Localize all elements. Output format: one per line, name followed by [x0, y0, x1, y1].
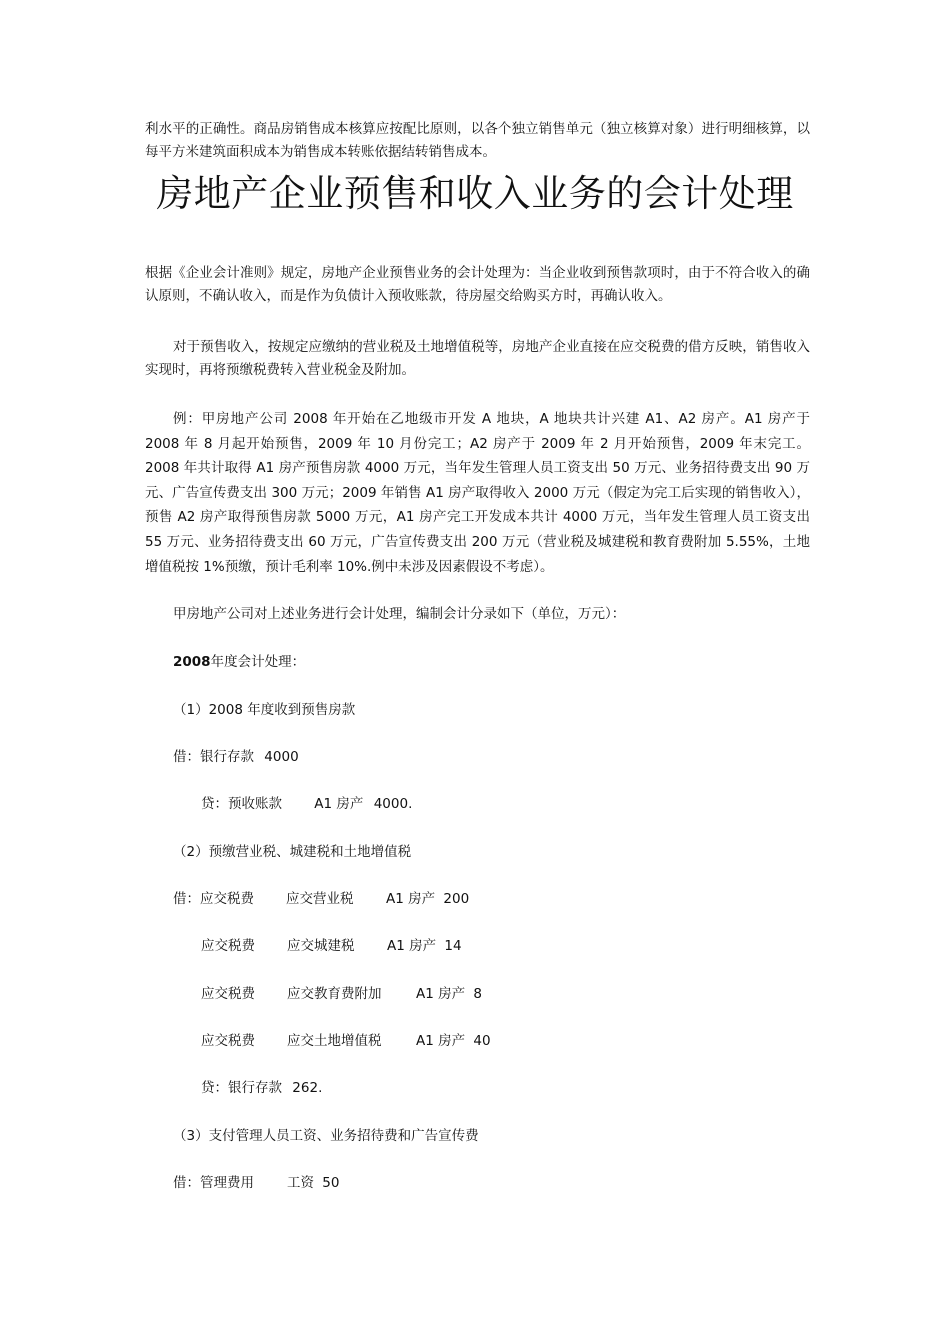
- entry-1-credit: [201, 794, 412, 814]
- step-2-title: （2）预缴营业税、城建税和土地增值税: [173, 844, 412, 860]
- entry-2-account: 应交税费: [200, 891, 254, 907]
- entry-2-subaccount: 应交城建税: [287, 938, 355, 954]
- paragraph-presale-tax: 对于预售收入，按规定应缴纳的营业税及土地增值税等，房地产企业直接在应交税费的借方反映，销售收入实现时，再将预缴税费转入营业税金及附加。: [145, 339, 810, 378]
- entry-2-credit: [201, 1078, 322, 1098]
- entry-2-item: A1 房产: [416, 1033, 466, 1049]
- entry-3-debit: [173, 1173, 339, 1193]
- heading-label: 年度会计处理：: [210, 654, 306, 670]
- entry-2-credit-account: 贷：银行存款: [201, 1080, 282, 1096]
- entry-2-row: [201, 984, 482, 1004]
- entry-2-subaccount: 应交教育费附加: [287, 986, 382, 1002]
- entry-2-item: A1 房产: [387, 938, 437, 954]
- entry-2-item: A1 房产: [386, 891, 436, 907]
- entry-2-row: [201, 1031, 491, 1051]
- intro-paragraph: 利水平的正确性。商品房销售成本核算应按配比原则，以各个独立销售单元（独立核算对象）进行明细核算，以每平方米建筑面积成本为销售成本转账依据结转销售成本。: [145, 121, 810, 160]
- step-1-title: （1）2008 年度收到预售房款: [173, 702, 356, 718]
- entry-2-subaccount: 应交营业税: [286, 891, 354, 907]
- entry-3-subaccount: 工资: [287, 1175, 314, 1191]
- entry-3-amount: 50: [322, 1175, 340, 1191]
- entry-2-account: 应交税费: [201, 938, 255, 954]
- entry-2-row: [173, 889, 469, 909]
- entry-2-row: [201, 936, 462, 956]
- entry-1-debit-amount: 4000: [264, 749, 299, 765]
- entry-2-amount: 8: [473, 986, 483, 1002]
- paragraph-example: 例：甲房地产公司 2008 年开始在乙地级市开发 A 地块，A 地块共计兴建 A1、A2 房产。A1 房产于 2008 年 8 月起开始预售，2009 年 10 月份完工；A2 房产于 2009 年 2 月开始预售，2009 年末完工。2008 年共计取得 A1 房产预售房款 4000 万元，当年发生管理人员工资支出 50 万元、业务招待费支出 90 万元、广告宣传费支出 300 万元；2009 年销售 A1 房产取得收入 2000 万元（假定为完工后实现的销售收入），预售 A2 房产取得预售房款 5000 万元，A1 房产完工开发成本共计 4000 万元，当年发生管理人员工资支出 55 万元、业务招待费支出 60 万元，广告宣传费支出 200 万元（营业税及城建税和教育费附加 5.55%，土地增值税按 1%预缴，预计毛利率 10%.例中未涉及因素假设不考虑）。: [145, 411, 810, 575]
- entry-2-item: A1 房产: [416, 986, 466, 1002]
- entry-2-amount: 40: [473, 1033, 491, 1049]
- entry-2-account: 应交税费: [201, 1033, 255, 1049]
- entry-2-debit-prefix: 借：: [173, 891, 200, 907]
- step-3-title: （3）支付管理人员工资、业务招待费和广告宣传费: [173, 1128, 479, 1144]
- entry-1-credit-item: A1 房产: [314, 796, 364, 812]
- paragraph-accounting-standard: 根据《企业会计准则》规定，房地产企业预售业务的会计处理为：当企业收到预售款项时，由于不符合收入的确认原则，不确认收入，而是作为负债计入预收账款，待房屋交给购买方时，再确认收入。: [145, 265, 810, 304]
- heading-year: 2008: [173, 654, 211, 670]
- entry-3-debit-account: 借：管理费用: [173, 1175, 254, 1191]
- entry-1-credit-account: 贷：预收账款: [201, 796, 282, 812]
- entry-1-debit-account: 借：银行存款: [173, 749, 254, 765]
- entry-2-amount: 200: [443, 891, 470, 907]
- paragraph-entries-intro: 甲房地产公司对上述业务进行会计处理，编制会计分录如下（单位，万元）：: [173, 606, 626, 622]
- entry-1-debit: [173, 747, 299, 767]
- entry-2-account: 应交税费: [201, 986, 255, 1002]
- document-title: 房地产企业预售和收入业务的会计处理: [156, 172, 794, 215]
- heading-2008: [173, 652, 305, 672]
- entry-2-amount: 14: [444, 938, 462, 954]
- entry-2-credit-amount: 262.: [292, 1080, 323, 1096]
- entry-1-credit-amount: 4000.: [373, 796, 413, 812]
- entry-2-subaccount: 应交土地增值税: [287, 1033, 382, 1049]
